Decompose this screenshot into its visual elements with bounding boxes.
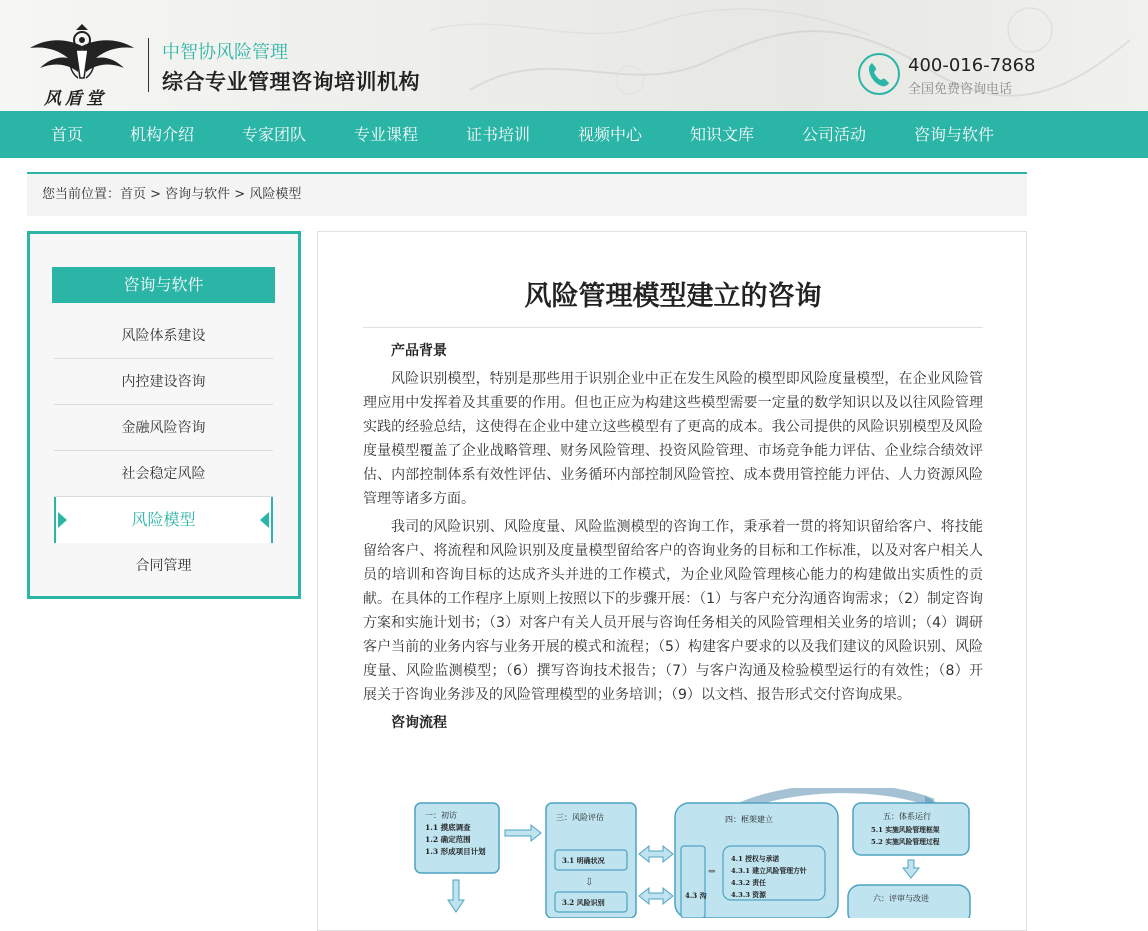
- main-nav: [0, 111, 1148, 158]
- arrow-down: [448, 880, 464, 912]
- phone-number[interactable]: 400-016-7868: [908, 55, 1036, 76]
- arrow-bidirectional: [639, 846, 673, 862]
- arrow-down: [903, 860, 919, 878]
- nav-item-experts[interactable]: 专家团队: [242, 125, 307, 144]
- diagram-box1-title: 一：初访: [425, 811, 457, 820]
- nav-item-events[interactable]: 公司活动: [802, 125, 867, 144]
- diagram-box5-line: 5.1 实施风险管理框架: [871, 826, 940, 834]
- diagram-box4-title: 四：框架建立: [725, 815, 773, 824]
- article-paragraph: 风险识别模型，特别是那些用于识别企业中正在发生风险的模型即风险度量模型，在企业风险管理应用中发挥着及其重要的作用。但也正应为构建这些模型需要一定量的数学知识以及以往风险管理实践的经验总结，这使得在企业中建立这些模型有了更高的成本。我公司提供的风险识别模型及风险度量模型覆盖了企业战略管理、财务风险管理、投资风险管理、市场竞争能力评估、企业综合绩效评估、内部控制体系有效性评估、业务循环内部控制风险管控、成本费用管控能力评估、人力资源风险管理等诸多方面。: [363, 371, 983, 507]
- diagram-box4-line: 4.3.2 责任: [731, 879, 766, 887]
- arrow-right: [505, 825, 541, 841]
- logo-subtitle: 中智协风险管理: [162, 42, 288, 63]
- nav-item-home[interactable]: 首页: [51, 125, 84, 144]
- article-panel: [317, 231, 1027, 931]
- sidebar-item-risk-model-label: 风险模型: [131, 510, 196, 529]
- nav-item-about[interactable]: 机构介绍: [130, 125, 195, 144]
- site-header: [0, 0, 1148, 111]
- article-paragraph: 我司的风险识别、风险度量、风险监测模型的咨询工作，秉承着一贯的将知识留给客户、将技能留给客户、将流程和风险识别及度量模型留给客户的咨询业务的目标和工作标准，以及对客户相关人员的培训和咨询目标的达成齐头并进的工作模式，为企业风险管理核心能力的构建做出实质性的贡献。在具体的工作程序上原则上按照以下的步骤开展：（1）与客户充分沟通咨询需求；（2）制定咨询方案和实施计划书；（3）对客户有关人员开展与咨询任务相关的风险管理相关业务的培训；（4）调研客户当前的业务内容与业务开展的模式和流程；（5）构建客户要求的以及我们建议的风险识别、风险度量、风险监测模型；（6）撰写咨询技术报告；（7）与客户沟通及检验模型运行的有效性；（8）开展关于咨询业务涉及的风险管理模型的业务培训；（9）以文档、报告形式交付咨询成果。: [363, 519, 983, 703]
- logo-calligraphy: 风盾堂: [44, 89, 107, 109]
- nav-item-library[interactable]: 知识文库: [690, 125, 755, 144]
- diagram-side-box: [681, 846, 705, 918]
- diagram-box1-line: 1.3 形成项目计划: [425, 847, 486, 856]
- diagram-box4-line: 4.3.1 建立风险管理方针: [731, 867, 807, 875]
- logo-title: 综合专业管理咨询培训机构: [162, 70, 420, 94]
- active-marker-left: [58, 512, 67, 528]
- diagram-box4-side: 4.3 沟: [685, 891, 707, 900]
- diagram-box4-line: 4.3.3 资源: [731, 891, 766, 899]
- small-left-right-arrow-icon: ⇔: [708, 867, 716, 877]
- title-divider: [363, 327, 983, 328]
- diagram-box1-line: 1.1 摸底调查: [425, 823, 471, 832]
- breadcrumb: 您当前位置：首页 > 咨询与软件 > 风险模型: [27, 172, 1027, 216]
- sidebar-item-risk-system[interactable]: 风险体系建设: [54, 313, 273, 359]
- nav-item-courses[interactable]: 专业课程: [354, 125, 419, 144]
- small-down-arrow-icon: ⇩: [585, 877, 594, 888]
- sidebar: [27, 231, 301, 599]
- nav-item-videos[interactable]: 视频中心: [578, 125, 643, 144]
- sidebar-item-financial-risk[interactable]: 金融风险咨询: [54, 405, 273, 451]
- sidebar-title: 咨询与软件: [52, 267, 275, 303]
- diagram-box6-title: 六：评审与改进: [873, 894, 929, 903]
- diagram-box5-line: 5.2 实施风险管理过程: [871, 838, 940, 846]
- logo-divider: [148, 38, 149, 92]
- active-marker-right: [260, 512, 269, 528]
- consulting-process-diagram: [413, 788, 973, 918]
- diagram-box3-title: 三：风险评估: [556, 813, 604, 822]
- diagram-box4-line: 4.1 授权与承诺: [731, 855, 780, 863]
- diagram-box1-line: 1.2 确定范围: [425, 835, 471, 844]
- article-title: 风险管理模型建立的咨询: [524, 281, 822, 312]
- section-heading-background: 产品背景: [391, 343, 447, 359]
- sidebar-item-internal-control[interactable]: 内控建设咨询: [54, 359, 273, 405]
- sidebar-item-risk-model[interactable]: [54, 497, 273, 543]
- diagram-box5-title: 五：体系运行: [883, 812, 931, 821]
- sidebar-item-contract[interactable]: 合同管理: [135, 558, 192, 574]
- diagram-box3-sub1: 3.1 明确状况: [562, 856, 605, 865]
- diagram-box3-sub2: 3.2 风险识别: [562, 898, 605, 907]
- sidebar-item-social-stability[interactable]: 社会稳定风险: [54, 451, 273, 497]
- nav-item-consulting[interactable]: 咨询与软件: [914, 125, 995, 144]
- phone-icon: [857, 52, 901, 96]
- nav-item-certificates[interactable]: 证书培训: [466, 125, 531, 144]
- phone-description: 全国免费咨询电话: [908, 82, 1013, 97]
- arrow-bidirectional: [639, 888, 673, 904]
- article-body: [363, 339, 983, 739]
- section-heading-process: 咨询流程: [391, 715, 447, 731]
